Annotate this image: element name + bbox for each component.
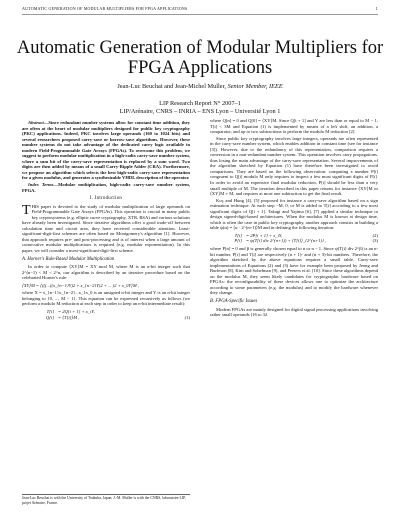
paper-title: [0, 38, 400, 78]
section-heading-introduction: I. Introduction: [89, 196, 123, 202]
equation-horner: [22, 283, 190, 289]
index-terms-label: Index Terms: [28, 182, 54, 188]
horner-paragraph-2: where X = x_{n−1}x_{n−2}...x_1x_0 is an unsigned n-bit integer and Y is an n-bit integer belonging to {0, ..., M − 1}. This equation can be expressed recursively as follows (we perform a modulo M reduction at each step in order to keep an n-bit intermediate result):: [22, 290, 190, 307]
equation-3-lhs: P[i]: [234, 238, 242, 244]
abstract: [22, 120, 190, 181]
equation-3-rhs: = ψ(T[i] div 2^(n+1)) + ⟨T[i]⟩_{2^(n+1)} ,: [246, 238, 327, 244]
page-number: 1: [375, 6, 378, 11]
right-paragraph-1: where Q[n] = 0 and Q[0] = ⟨XY⟩M. Since Q[i + 1] and Y are less than or equal to M − 1, T[i] < 3M and Equation (1) is implemented by means of a left shift, an addition, a comparator, and up to two subtractions to perform the modulo M reduction [2].: [210, 118, 378, 135]
drop-cap: T: [22, 202, 31, 218]
equation-1-rhs-a: = 2Q[i + 1] + x_iY,: [58, 308, 95, 314]
affiliation: LIP/Arénaire, CNRS – INRIA – ENS Lyon – Université Lyon 1: [119, 108, 281, 115]
equation-horner-body: ⟨XY⟩M = ⟨(((...((x_{n−1}Y)2 + x_{n−2}Y)2 + ... )2 + x_0Y⟩M ,: [22, 282, 139, 288]
equation-1-lhs-a: T[i]: [46, 308, 54, 314]
authors: [0, 83, 400, 90]
footnote: Jean-Luc Beuchat is with the University of Tsukuba, Japan. J.-M. Muller is with the CNRS, laboratoire LIP, projet Arénaire, France.: [22, 494, 190, 505]
right-paragraph-2: Since public key cryptography involves large integers, operands are often represented in the carry-save number system, which enables addition in constant time (see for instance [3]). However, due to the redundancy of this representation, comparison requires a conversion in a non-redundant number system. This operation involves carry propagations, thus losing the main advantage of the carry-save representation. Several improvements of the algorithm sketched by Equation (1) have therefore been investigated to avoid comparisons. They are based on the following observation: computing a number P[i] congruent to Q[i] modulo M only requires to inspect a few most significant digits of P[i]. In order to avoid an expensive final modular reduction, P[i] should be less than a very small multiple of M. The iteration described in this paper returns for instance ⟨XY⟩M or ⟨XY⟩M + M, and requires at most one subtraction to get the final result.: [210, 135, 378, 197]
paper-title-line2: FPGA Applications: [127, 58, 273, 78]
equation-1: [36, 309, 190, 320]
author-role: Senior Member, IEEE: [227, 83, 283, 90]
subsection-heading-fpga: B. FPGA-Specific Issues: [210, 298, 258, 304]
right-paragraph-4: where P[n] = 0 and β is generally chosen equal to n or n − 1. Since ψ(T[i] div 2^β) is an n-bit number, P[i] and T[i] are respectively (n + 1)- and (n + 3)-bit numbers. Therefore, the algorithm sketched by the above equations requires a small table. Carry-save implementations of Equations (2) and (3) have for example been proposed by Jeong and Burleson [8], Kim and Sobelman [9], and Peeters et al. [10]. Since these algorithms depend on the modulus M, they seem likely candidates for cryptographic hardware based on FPGAs: the reconfigurability of these devices allows one to optimize the architecture according to some parameters (e.g. the modulus) and to modify the hardware whenever they change.: [210, 246, 378, 296]
equations-2-3: [224, 233, 378, 244]
horner-paragraph-1: In order to compute ⟨XY⟩M = XY mod M, where M is an n-bit integer such that 2^(n−1) < M < 2^n, our algorithm is described by an iterative procedure based on the celebrated Horner's rule:: [22, 264, 190, 281]
index-terms-text: —Modular multiplication, high-radix carry-save number system, FPGA.: [22, 182, 190, 193]
abstract-text: —Since redundant number systems allow for constant time addition, they are often at the heart of modular multipliers designed for public key cryptography (PKC) applications. Indeed, PKC involves large operands (160 to 1024 bits) and several researchers proposed carry-save or borrow-save algorithms. However, these number systems do not take advantage of the dedicated carry logic available in modern Field-Programmable Gate Arrays (FPGAs). To overcome this problem, we suggest to perform modular multiplication in a high-radix carry-save number system, where a sum bit of the carry-save representation is replaced by a sum word. Two digits are then added by means of a small Carry-Ripple Adder (CRA). Furthermore, we propose an algorithm which selects the best high-radix carry-save representation for a given modulus, and generates a synthesizable VHDL description of the operator.: [22, 120, 190, 181]
report-number: LIP Research Report N° 2007–1: [159, 100, 241, 107]
subsection-heading-horner: A. Horner's Rule-Based Modular Multiplication: [22, 256, 115, 262]
paper-title-line1: Automatic Generation of Modular Multipliers for: [16, 38, 384, 58]
intro-paragraph: [22, 204, 190, 254]
equation-1-rhs-b: = ⟨T[i]⟩M ,: [58, 314, 80, 320]
right-column: [210, 118, 378, 319]
equation-1-number: (1): [184, 314, 190, 320]
running-header-title: AUTOMATIC GENERATION OF MODULAR MULTIPLIERS FOR FPGA APPLICATIONS: [22, 6, 188, 11]
equation-1-lhs-b: Q[i]: [45, 314, 54, 320]
author-names: Jean-Luc Beuchat and Jean-Michel Muller,: [117, 83, 226, 90]
running-header: [22, 6, 378, 15]
right-paragraph-3: Koç and Hung [4], [5] proposed for instance a carry-save algorithm based on a sign estimation technique. At each step −M, 0, or M is added to T[i] according to a few most significant digits of Q[i + 1]. Takagi and Yajima [6], [7] applied a similar technique to design signed-digit-based architectures. When the modulus M is known at design time, which is often the case in public key cryptography, another approach consists in building a table ψ(α) = ⟨α · 2^(n+1)⟩M and in defining the following iteration:: [210, 197, 378, 231]
abstract-label: Abstract: [28, 120, 44, 125]
report-info: [0, 100, 400, 116]
intro-text: HIS paper is devoted to the study of modular multiplication of large operands on Field-Programmable Gate Arrays (FPGAs). This operation is crucial in many public key cryptosystems (e.g. elliptic curve cryptography, XTR, RSA) and various solutions have already been investigated. Since iterative algorithms offer a good trade-off between calculation time and circuit area, they have received considerable attention. Least-significant-digit-first schemes are often based on Montgomery's algorithm [1]. However, that approach requires pre- and post-processing and is of interest when a large amount of consecutive modular multiplications is required (e.g. modular exponentiation). In this paper, we will consider a most-significant-digit-first scheme.: [22, 203, 190, 254]
left-column: [22, 120, 190, 322]
equation-2-lhs: T[i]: [234, 232, 242, 238]
right-paragraph-5: Modern FPGAs are mainly designed for digital signal processing applications involving rather small operands (16 to 32: [210, 306, 378, 318]
equation-2-number: (2): [372, 232, 378, 238]
equation-3-number: (3): [372, 238, 378, 244]
equation-2-rhs: = 2P[i + 1] + x_iY,: [246, 232, 283, 238]
index-terms: [22, 182, 190, 193]
